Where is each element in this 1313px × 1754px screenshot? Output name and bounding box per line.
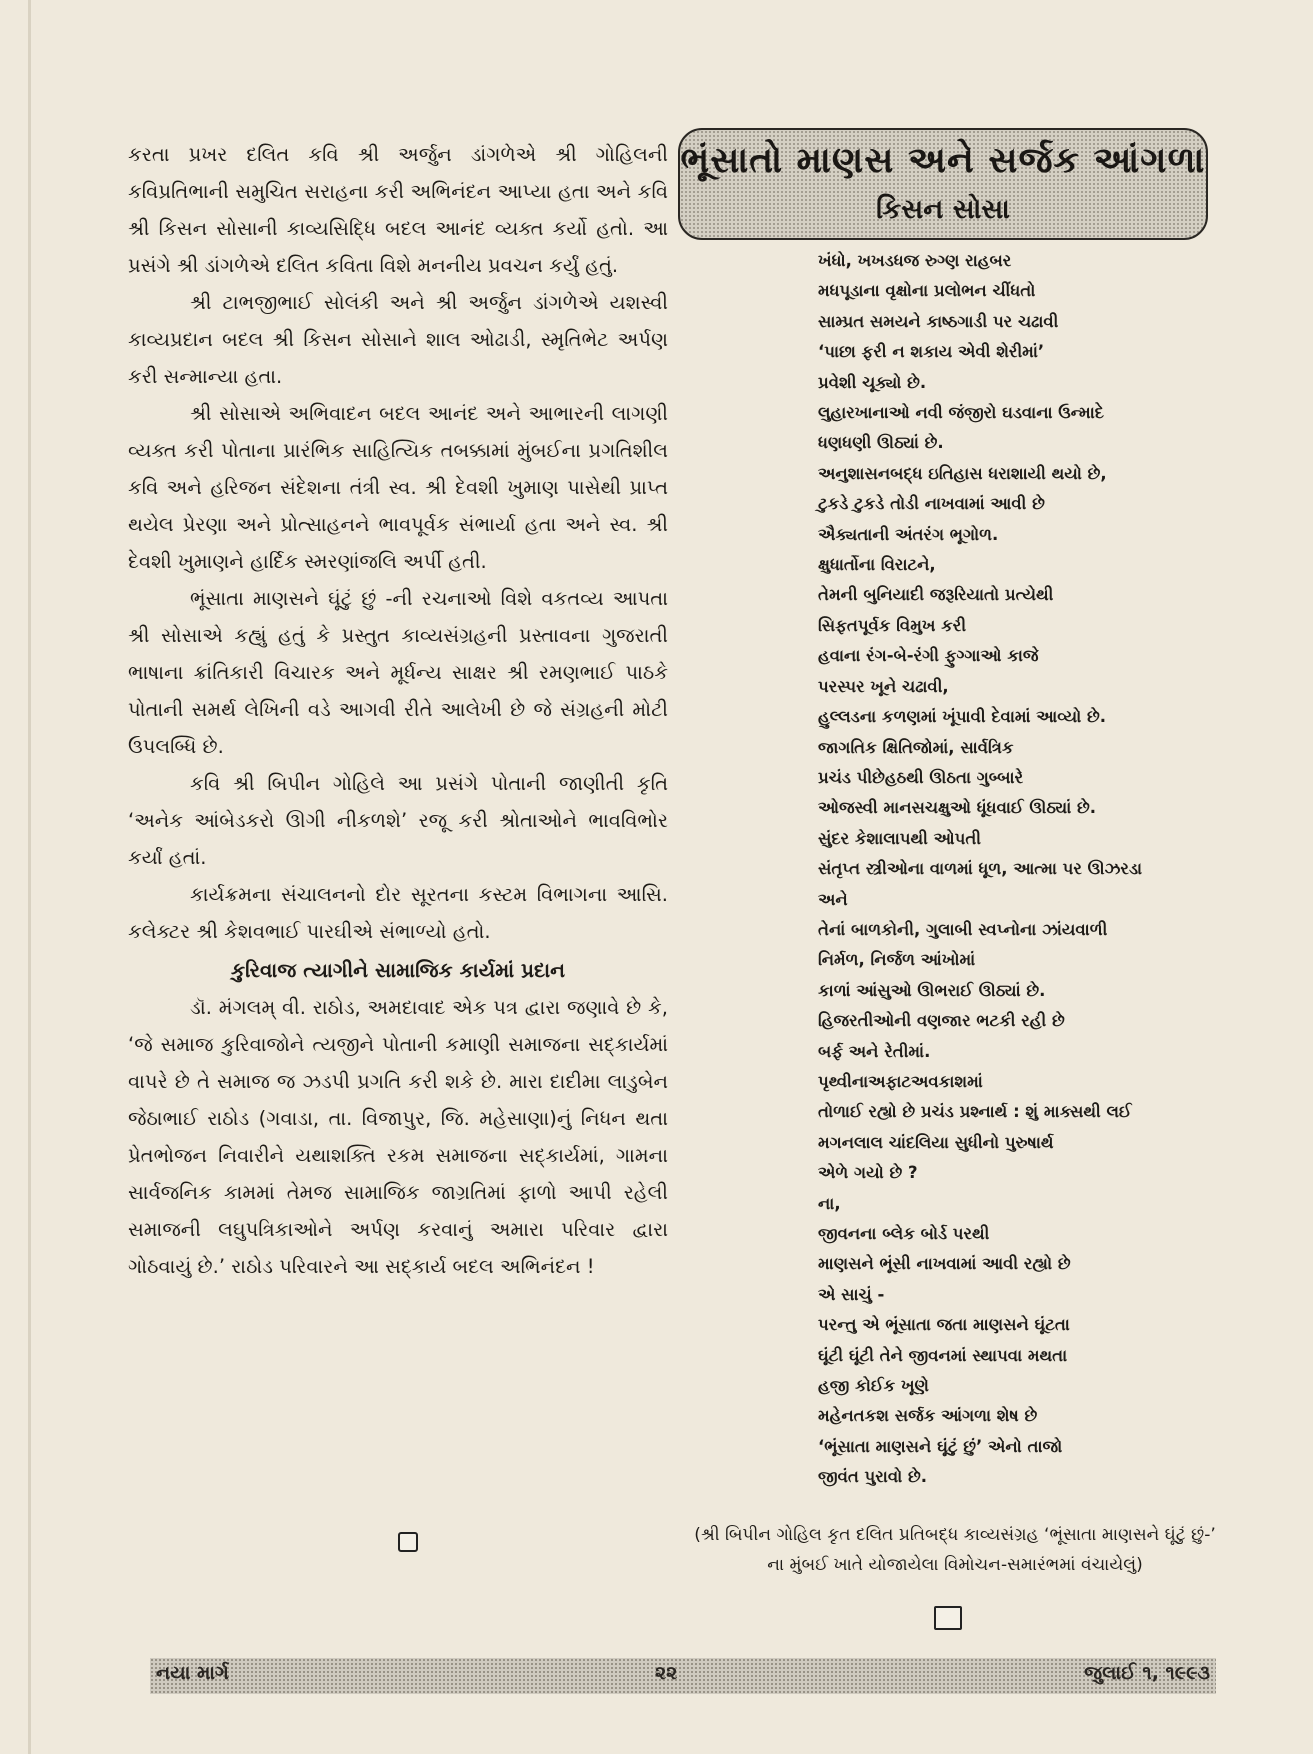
poem-line: માણસને ભૂંસી નાખવામાં આવી રહ્યો છે (818, 1254, 1071, 1274)
footer-date: જુલાઈ ૧, ૧૯૯૩ (1084, 1662, 1210, 1684)
poem-line: નિર્મળ, નિર્જળ આંખોમાં (818, 950, 976, 970)
footer-page-number: ૨૨ (655, 1662, 678, 1684)
poem-line: હુલ્લડના કળણમાં ખૂંપાવી દેવામાં આવ્યો છે. (818, 707, 1107, 727)
poem-line: મગનલાલ ચાંદલિયા સુધીનો પુરુષાર્થ (818, 1132, 1054, 1152)
paragraph-6: કાર્યક્રમના સંચાલનનો દોર સૂરતના કસ્ટમ વિભાગના આસિ. કલેક્ટર શ્રી કેશવભાઈ પારઘીએ સંભાળ્યો હતો. (128, 883, 668, 943)
poem-line: ધણધણી ઊઠ્યાં છે. (818, 433, 944, 453)
poem-line: ‘ભૂંસાતા માણસને ઘૂંટું છું’ એનો તાજો (818, 1436, 1063, 1456)
poem-line: ના, (818, 1193, 841, 1213)
poem-line: તેમની બુનિયાદી જરૂરિયાતો પ્રત્યેથી (818, 585, 1054, 605)
poem-line: પરન્તુ એ ભૂંસાતા જતા માણસને ઘૂંટતા (818, 1315, 1070, 1335)
poem-line: પ્રચંડ પીછેહઠથી ઊઠતા ગુબ્બારે (818, 767, 1024, 787)
page-binding-edge (28, 0, 31, 1754)
poem-line: હિજરતીઓની વણજાર ભટકી રહી છે (818, 1011, 1065, 1031)
poem-line: ક્ષુધાર્તોના વિરાટને, (818, 555, 936, 575)
poem-title-box (678, 128, 1208, 240)
left-column (128, 136, 668, 1285)
paragraph-2: શ્રી ટાભજીભાઈ સોલંકી અને શ્રી અર્જુન ડાંગળેએ યશસ્વી કાવ્યપ્રદાન બદલ શ્રી કિસન સોસાને શાલ ઓઢાડી, સ્મૃતિભેટ અર્પણ કરી સન્માન્યા હતા. (128, 291, 668, 388)
poem-line: પ્રવેશી ચૂક્યો છે. (818, 372, 927, 392)
poem-line: મહેનતકશ સર્જક આંગળા શેષ છે (818, 1406, 1038, 1426)
poem-line: જાગતિક ક્ષિતિજોમાં, સાર્વત્રિક (818, 737, 1014, 757)
poem-line: એળે ગયો છે ? (818, 1163, 918, 1183)
poem-line: સિફતપૂર્વક વિમુખ કરી (818, 615, 967, 635)
poem-line: બર્ફ અને રેતીમાં. (818, 1041, 931, 1061)
poem-line: તેનાં બાળકોની, ગુલાબી સ્વપ્નોના ઝાંયવાળી (818, 919, 1108, 939)
poem-line: સુંદર કેશાલાપથી ઓપતી (818, 828, 981, 848)
poem-line: અને (818, 889, 848, 909)
poem-line: ખંધો, ખખડધજ રુગ્ણ રાહબર (818, 251, 1012, 270)
poem-line: ટુકડે ટુકડે તોડી નાખવામાં આવી છે (818, 494, 1045, 514)
paragraph-1: કરતા પ્રખર દલિત કવિ શ્રી અર્જુન ડાંગળેએ શ્રી ગોહિલની કવિપ્રતિભાની સમુચિત સરાહના કરી અભિનંદન આપ્યા હતા અને કવિ શ્રી કિસન સોસાની કાવ્યસિદ્ધિ બદલ આનંદ વ્યક્ત કર્યો હતો. આ પ્રસંગે શ્રી ડાંગળેએ દલિત કવિતા વિશે મનનીય પ્રવચન કર્યું હતું. (128, 143, 668, 277)
poem-line: સામ્પ્રત સમયને કાષ્ઠગાડી પર ચઢાવી (818, 311, 1059, 331)
poem-line: જીવનના બ્લેક બોર્ડ પરથી (818, 1224, 990, 1243)
page-footer (150, 1658, 1216, 1694)
article-end-mark-icon (398, 1532, 418, 1552)
poem-line: ઐક્યતાની અંતરંગ ભૂગોળ. (818, 524, 999, 544)
poem-end-mark-icon (934, 1606, 962, 1630)
poem-author: કિસન સોસા (876, 194, 1010, 225)
poem-line: હવાના રંગ-બે-રંગી ફુગ્ગાઓ કાજે (818, 646, 1039, 666)
poem-line: એ સાચું - (818, 1284, 885, 1304)
paragraph-5: કવિ શ્રી બિપીન ગોહિલે આ પ્રસંગે પોતાની જાણીતી કૃતિ ‘અનેક આંબેડકરો ઊગી નીકળશે’ રજૂ કરી શ્રોતાઓને ભાવવિભોર કર્યાં હતાં. (128, 772, 668, 869)
poem-line: પૃથ્વીનાઅફાટઅવકાશમાં (818, 1071, 983, 1091)
poem-source-note: (શ્રી બિપીન ગોહિલ કૃત દલિત પ્રતિબદ્ધ કાવ્યસંગ્રહ ‘ભૂંસાતા માણસને ઘૂંટું છું-’ ના મુંબઈ ખાતે યોજાયેલા વિમોચન-સમારંભમાં વંચાયેલું) (694, 1525, 1216, 1575)
paragraph-4: ભૂંસાતા માણસને ઘૂંટું છું -ની રચનાઓ વિશે વકતવ્ય આપતા શ્રી સોસાએ કહ્યું હતું કે પ્રસ્તુત કાવ્યસંગ્રહની પ્રસ્તાવના ગુજરાતી ભાષાના ક્રાંતિકારી વિચારક અને મૂર્ધન્ય સાક્ષર શ્રી રમણભાઈ પાઠકે પોતાની સમર્થ લેખિની વડે આગવી રીતે આલેખી છે જે સંગ્રહની મોટી ઉપલબ્ધિ છે. (128, 587, 668, 758)
poem-line: સંતૃપ્ત સ્ત્રીઓના વાળમાં ધૂળ, આત્મા પર ઊઝરડા (818, 859, 1143, 879)
poem-line: ઓજસ્વી માનસચક્ષુઓ ધૂંધવાઈ ઊઠ્યાં છે. (818, 798, 1097, 818)
poem-line: ઘૂંટી ઘૂંટી તેને જીવનમાં સ્થાપવા મથતા (818, 1345, 1068, 1365)
poem-title: ભૂંસાતો માણસ અને સર્જક આંગળા (680, 140, 1206, 181)
poem-line: જીવંત પુરાવો છે. (818, 1467, 927, 1487)
footer-magazine-name: નયા માર્ગ (156, 1662, 229, 1684)
poem-line: હજી કોઈક ખૂણે (818, 1376, 929, 1396)
poem-body (818, 246, 1258, 1493)
poem-line: તોળાઈ રહ્યો છે પ્રચંડ પ્રશ્નાર્થ : શું માક્સથી લઈ (818, 1102, 1132, 1122)
poem-line: અનુશાસનબદ્ધ ઇતિહાસ ધરાશાયી થયો છે, (818, 463, 1107, 483)
poem-line: મધપૂડાના વૃક્ષોના પ્રલોભન ચીંધતો (818, 281, 1036, 301)
poem-line: ‘પાછા ફરી ન શકાય એવી શેરીમાં’ (818, 342, 1045, 362)
section-subheading: કુરિવાજ ત્યાગીને સામાજિક કાર્યમાં પ્રદાન (230, 958, 566, 982)
poem-line: પરસ્પર ખૂને ચઢાવી, (818, 676, 949, 696)
poem-line: લુહારખાનાઓ નવી જંજીરો ઘડવાના ઉન્માદે (818, 403, 1104, 423)
paragraph-3: શ્રી સોસાએ અભિવાદન બદલ આનંદ અને આભારની લાગણી વ્યક્ત કરી પોતાના પ્રારંભિક સાહિત્યિક તબક્કામાં મુંબઈના પ્રગતિશીલ કવિ અને હરિજન સંદેશના તંત્રી સ્વ. શ્રી દેવશી ખુમાણ પાસેથી પ્રાપ્ત થયેલ પ્રેરણા અને પ્રોત્સાહનને ભાવપૂર્વક સંભાર્યા હતા અને સ્વ. શ્રી દેવશી ખુમાણને હાર્દિક સ્મરણાંજલિ અર્પી હતી. (128, 402, 668, 573)
poem-line: કાળાં આંસુઓ ઊભરાઈ ઊઠ્યાં છે. (818, 980, 1046, 1000)
paragraph-7: ડૉ. મંગલમ્ વી. રાઠોડ, અમદાવાદ એક પત્ર દ્વારા જણાવે છે કે, ‘જે સમાજ કુરિવાજોને ત્યજીને પોતાની કમાણી સમાજના સદ્કાર્યમાં વાપરે છે તે સમાજ જ ઝડપી પ્રગતિ કરી શકે છે. મારા દાદીમા લાડુબેન જેઠાભાઈ રાઠોડ (ગવાડા, તા. વિજાપુર, જિ. મહેસાણા)નું નિધન થતા પ્રેતભોજન નિવારીને યથાશક્તિ રકમ સમાજના સદ્કાર્યમાં, ગામના સાર્વજનિક કામમાં તેમજ સામાજિક જાગ્રતિમાં ફાળો આપી રહેલી સમાજની લઘુપત્રિકાઓને અર્પણ કરવાનું અમારા પરિવાર દ્વારા ગોઠવાયું છે.’ રાઠોડ પરિવારને આ સદ્કાર્ય બદલ અભિનંદન ! (128, 996, 668, 1278)
